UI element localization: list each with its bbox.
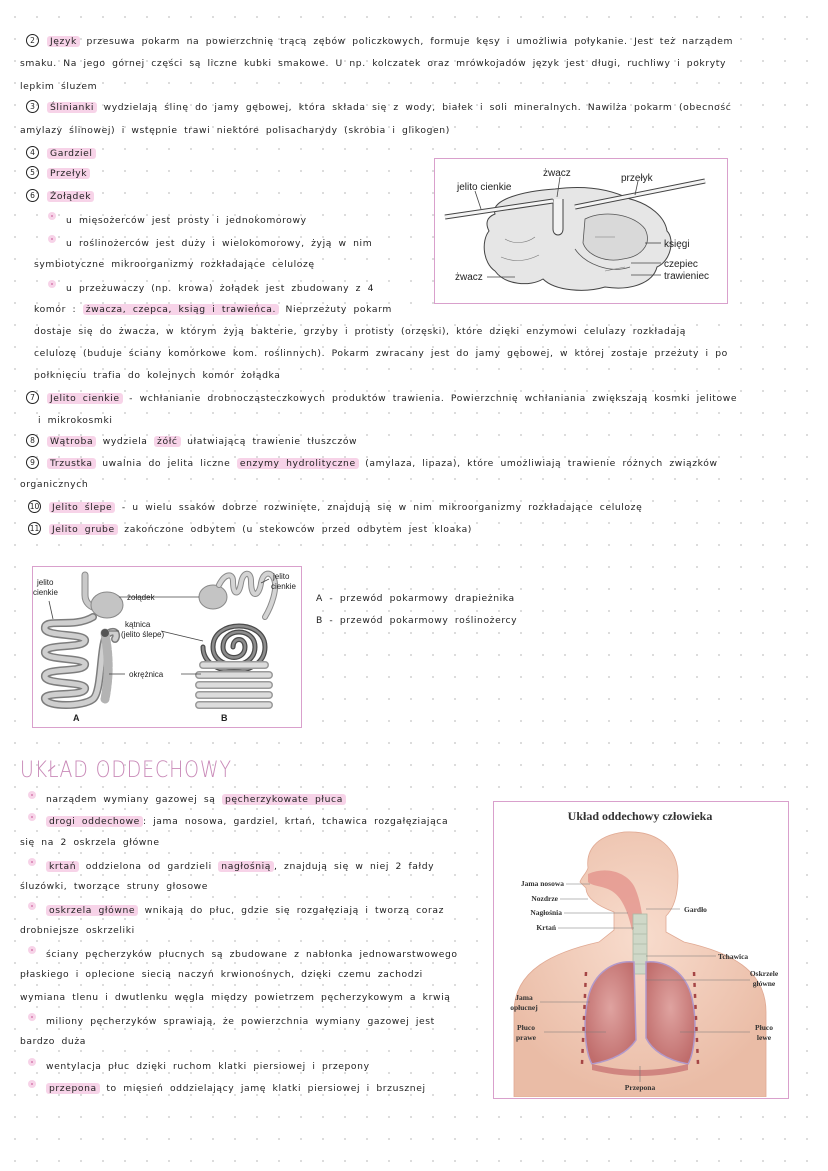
resp-bullet-2-cont: się na 2 oskrzela główne xyxy=(20,837,160,848)
text: oddzielona od gardzieli xyxy=(85,861,212,872)
label-omasum: księgi xyxy=(664,239,690,250)
text: wydzielają ślinę do jamy gębowej, która składa się z wody, białek i soli mineralnych. Nawilża pokarm (obecność xyxy=(103,102,732,113)
item-8 xyxy=(26,434,357,449)
respiratory-system-figure xyxy=(493,801,789,1099)
resp-bullet-3 xyxy=(28,858,434,874)
stomach-line-2: celulozę (buduje ściany komórkowe kom. roślinnych). Pokarm zwracany jest do jamy gębowej, w której zostaje przeżuty i po xyxy=(34,348,728,359)
item-2-line-1 xyxy=(26,34,733,49)
label-bronchi-2: główne xyxy=(752,979,776,988)
item-7-line-1 xyxy=(26,391,737,406)
highlight-term: przepona xyxy=(46,1083,100,1094)
item-10 xyxy=(28,500,642,515)
highlight-term: pęcherzykowate płuca xyxy=(222,794,346,805)
resp-bullet-5-cont-2: wymiana tlenu i dwutlenku węgla między powietrzem pęcherzykowym a krwią xyxy=(20,992,451,1003)
figure-title: Układ oddechowy człowieka xyxy=(567,809,713,823)
label-right-lung-1: Płuco xyxy=(517,1023,535,1032)
label-rumen-top: żwacz xyxy=(543,168,571,179)
text: wydziela xyxy=(102,436,148,447)
resp-bullet-6-cont: bardzo duża xyxy=(20,1036,86,1047)
bullet-icon xyxy=(28,946,36,954)
highlight-term: oskrzela główne xyxy=(46,905,138,916)
resp-bullet-5-cont-1: płaskiego i oplecione siecią naczyń krwionośnych, dzięki czemu zachodzi xyxy=(20,969,423,980)
text: - wchłanianie drobnocząsteczkowych produktów trawienia. Powierzchnię wchłaniania zwiększają kosmki jelitowe xyxy=(129,393,738,404)
item-2-line-3: lepkim śluzem xyxy=(20,81,98,92)
stomach-chambers-line xyxy=(34,303,392,317)
text: Nieprzeżuty pokarm xyxy=(285,304,392,315)
item-3-line-2: amylazy ślinowej) i wstępnie trawi niektóre polisacharydy (skrobia i glikogen) xyxy=(20,125,450,136)
label-rumen-bottom: żwacz xyxy=(455,272,483,283)
resp-bullet-1 xyxy=(28,791,346,807)
stomach-line-3: połknięciu trafia do kolejnych komór żołądka xyxy=(34,370,281,381)
stomach-bullet-3 xyxy=(48,280,374,296)
panel-b-label: B xyxy=(221,713,228,723)
text: zakończone odbytem (u stekowców przed odbytem jest kloaka) xyxy=(124,524,472,535)
stomach-bullet-1 xyxy=(48,212,307,228)
item-7-line-2: i mikrokosmki xyxy=(38,415,113,426)
label-bronchi-1: Oskrzele xyxy=(749,969,779,978)
bullet-icon xyxy=(28,902,36,910)
number-circle-icon: 10 xyxy=(29,502,40,511)
ruminant-stomach-figure xyxy=(434,158,728,304)
text: narządem wymiany gazowej są xyxy=(46,794,216,805)
text: u mięsożerców jest prosty i jednokomorowy xyxy=(66,215,307,226)
label-pleural-1: Jama xyxy=(515,993,533,1002)
highlight-term: żwacza, czepca, ksiąg i trawieńca. xyxy=(83,304,279,315)
bullet-icon xyxy=(28,791,36,799)
text: : jama nosowa, gardziel, krtań, tchawica rozgałęziająca xyxy=(142,816,449,827)
label-caecum: kątnica xyxy=(125,620,151,629)
label-left-lung-2: lewe xyxy=(756,1033,772,1042)
label-stomach: żołądek xyxy=(127,593,155,602)
number-circle-icon: 5 xyxy=(26,166,39,179)
text: przesuwa pokarm na powierzchnię trącą zębów policzkowych, formuje kęsy i umożliwia połykanie. Jest też narządem xyxy=(86,36,734,47)
label-a-small-intestine-2: cienkie xyxy=(33,588,58,597)
label-left-lung-1: Płuco xyxy=(755,1023,773,1032)
label-reticulum: czepiec xyxy=(664,259,698,270)
label-caecum-alt: (jelito ślepe) xyxy=(121,630,165,639)
number-circle-icon: 3 xyxy=(26,100,39,113)
number-circle-icon: 4 xyxy=(26,146,39,159)
bullet-icon xyxy=(28,858,36,866)
label-epiglottis: Nagłośnia xyxy=(530,908,562,917)
highlight-term: nagłośnią xyxy=(218,861,274,872)
number-circle-icon: 11 xyxy=(29,524,40,533)
bullet-icon xyxy=(48,280,56,288)
text: uwalnia do jelita liczne xyxy=(102,458,231,469)
bullet-icon xyxy=(28,1080,36,1088)
item-4 xyxy=(26,146,96,161)
number-circle-icon: 9 xyxy=(26,456,39,469)
item-9-line-2: organicznych xyxy=(20,479,89,490)
text: miliony pęcherzyków sprawiają, że powierzchnia wymiany gazowej jest xyxy=(46,1016,435,1027)
number-circle-icon: 2 xyxy=(26,34,39,47)
label-right-lung-2: prawe xyxy=(516,1033,536,1042)
item-11 xyxy=(28,522,472,537)
highlight-term: Przełyk xyxy=(47,168,90,179)
text: wnikają do płuc, gdzie się rozgałęziają i tworzą coraz xyxy=(144,905,445,916)
highlight-term: Żołądek xyxy=(47,191,94,202)
text: u przeżuwaczy (np. krowa) żołądek jest zbudowany z 4 xyxy=(66,283,375,294)
item-9-line-1 xyxy=(26,456,718,471)
resp-bullet-8 xyxy=(28,1080,426,1096)
label-pharynx: Gardło xyxy=(684,905,707,914)
resp-bullet-4-cont: drobniejsze oskrzeliki xyxy=(20,925,135,936)
bullet-icon xyxy=(48,212,56,220)
number-circle-icon: 8 xyxy=(26,434,39,447)
highlight-term: krtań xyxy=(46,861,79,872)
text: ułatwiającą trawienie tłuszczów xyxy=(187,436,358,447)
legend-a: A - przewód pokarmowy drapieżnika xyxy=(316,593,515,604)
text: , znajdują się w niej 2 fałdy xyxy=(274,861,435,872)
text: u roślinożerców jest duży i wielokomorowy, żyją w nim xyxy=(66,238,373,249)
resp-bullet-3-cont: śluzówki, tworzące struny głosowe xyxy=(20,881,209,892)
label-diaphragm: Przepona xyxy=(624,1083,656,1092)
number-circle-icon: 6 xyxy=(26,189,39,202)
text: (amylaza, lipaza), które umożliwiają trawienie różnych związków xyxy=(365,458,718,469)
stomach-bullet-2-cont: symbiotyczne mikroorganizmy rozkładające celulozę xyxy=(34,259,315,270)
resp-bullet-2 xyxy=(28,813,448,829)
label-b-small-intestine-2: cienkie xyxy=(271,582,296,591)
highlight-term: Język xyxy=(47,36,80,47)
item-3-line-1 xyxy=(26,100,731,115)
bullet-icon xyxy=(28,1013,36,1021)
label-b-small-intestine-1: jelito xyxy=(273,572,290,581)
highlight-term: Jelito grube xyxy=(49,524,118,535)
highlight-term: Trzustka xyxy=(47,458,96,469)
text: to mięsień oddzielający jamę klatki piersiowej i brzusznej xyxy=(106,1083,426,1094)
highlight-term: enzymy hydrolityczne xyxy=(237,458,359,469)
stomach-bullet-2 xyxy=(48,235,372,251)
highlight-term: Jelito cienkie xyxy=(47,393,123,404)
ruminant-stomach-diagram xyxy=(435,159,726,302)
bullet-icon xyxy=(28,1058,36,1066)
highlight-term: Wątroba xyxy=(47,436,96,447)
stomach-line-1: dostaje się do żwacza, w którym żyją bakterie, grzyby i protisty (orzęski), które dzięki enzymowi celulazy rozkładają xyxy=(34,326,686,337)
digestive-tract-diagram xyxy=(33,567,300,726)
item-6 xyxy=(26,189,94,204)
resp-bullet-4 xyxy=(28,902,444,918)
highlight-term: Ślinianki xyxy=(47,102,97,113)
section-title-respiratory: UKŁAD ODDECHOWY xyxy=(20,758,232,783)
highlight-term: żółć xyxy=(154,436,181,447)
resp-bullet-7 xyxy=(28,1058,370,1074)
bullet-icon xyxy=(28,813,36,821)
legend-b: B - przewód pokarmowy roślinożercy xyxy=(316,615,518,626)
digestive-tract-figure xyxy=(32,566,302,728)
label-a-small-intestine-1: jelito xyxy=(37,578,54,587)
highlight-term: Gardziel xyxy=(47,148,96,159)
text: komór : xyxy=(34,304,77,315)
label-larynx: Krtań xyxy=(536,923,556,932)
bullet-icon xyxy=(48,235,56,243)
highlight-term: drogi oddechowe xyxy=(46,816,143,827)
item-2-line-2: smaku. Na jego górnej części są liczne kubki smakowe. U np. kolczatek oraz mrówkojadów język jest długi, ruchliwy i pokryty xyxy=(20,58,726,69)
label-colon: okrężnica xyxy=(129,670,164,679)
text: ściany pęcherzyków płucnych są zbudowane z nabłonka jednowarstwowego xyxy=(46,949,458,960)
label-pleural-2: opłucnej xyxy=(510,1003,538,1012)
resp-bullet-6 xyxy=(28,1013,435,1029)
item-5 xyxy=(26,166,90,181)
label-trachea: Tchawica xyxy=(718,952,749,961)
label-abomasum: trawieniec xyxy=(664,271,710,282)
text: wentylacja płuc dzięki ruchom klatki piersiowej i przepony xyxy=(46,1061,370,1072)
panel-a-label: A xyxy=(73,713,80,723)
label-nasal-cavity: Jama nosowa xyxy=(520,879,564,888)
number-circle-icon: 7 xyxy=(26,391,39,404)
respiratory-system-diagram xyxy=(494,802,787,1097)
label-esophagus: przełyk xyxy=(621,173,653,184)
label-small-intestine: jelito cienkie xyxy=(457,182,512,193)
text: - u wielu ssaków dobrze rozwinięte, znajdują się w nim mikroorganizmy rozkładające celulozę xyxy=(121,502,643,513)
resp-bullet-5 xyxy=(28,946,458,962)
label-nostril: Nozdrze xyxy=(531,894,558,903)
highlight-term: Jelito ślepe xyxy=(49,502,115,513)
